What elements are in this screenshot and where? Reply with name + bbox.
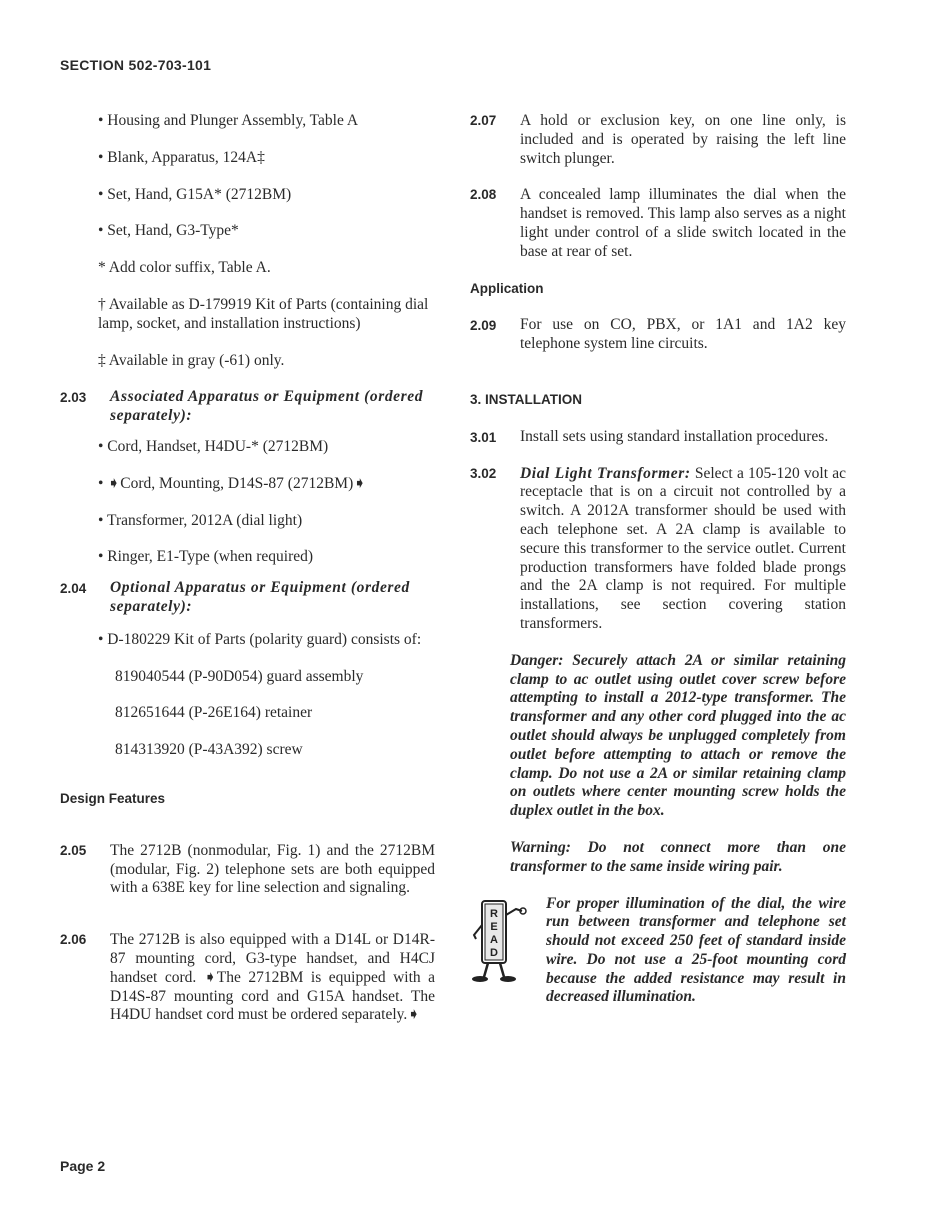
section-2-03 [60,388,435,426]
read-note: For proper illumination of the dial, the wire run between transformer and telephone set should not exceed 250 feet of standard inside wire. Do not use a 25-foot mounting cord because the added resistance may result in decreased illumination. [546,894,846,1006]
section-number: 2.03 [60,390,87,406]
section-number: 2.08 [470,187,497,203]
list-item: • Housing and Plunger Assembly, Table A [98,112,359,129]
list-item: • Blank, Apparatus, 124A‡ [98,148,265,166]
section-header: SECTION 502-703-101 [60,57,212,73]
section-number: 2.09 [470,318,497,334]
design-features-heading: Design Features [60,790,166,806]
section-text: A hold or exclusion key, on one line only, is included and is operated by raising the left line switch plunger. [520,112,846,167]
section-title: Dial Light Transformer: [520,464,691,482]
section-number: 2.06 [60,932,87,948]
page-footer: Page 2 [60,1158,106,1174]
section-text: A concealed lamp illuminates the dial when the handset is removed. This lamp also serves as a night light under control of a slide switch located in the base at rear of set. [520,186,846,260]
list-item: • Ringer, E1-Type (when required) [98,548,314,566]
read-letter: E [490,920,498,933]
section-2-05 [60,842,435,898]
section-title: Optional Apparatus or Equipment (ordered separately): [110,579,410,615]
dagger-note: † Available as D-179919 Kit of Parts (containing dial lamp, socket, and installation instructions) [98,295,429,332]
section-text: Select a 105-120 volt ac receptacle that is on a circuit not controlled by a switch. A 2012A transformer should be used with each telephone set. A 2A clamp is available to secure this transformer to the service outlet. Current production transformers have folded blade prongs and the 2A clamp is not required. For multiple installations, see section covering station transformers. [520,464,846,632]
application-heading: Application [470,280,544,296]
section-number: 2.04 [60,581,87,597]
section-2-07 [470,112,846,168]
section-text: Install sets using standard installation procedures. [520,427,829,445]
read-letter: A [490,933,498,946]
section-3-01 [470,428,846,447]
section-2-09 [470,316,846,354]
section-number: 3.02 [470,465,497,481]
section-number: 3.01 [470,429,497,445]
list-item: • Cord, Handset, H4DU-* (2712BM) [98,437,329,455]
left-column [60,110,435,1025]
danger-notice: Danger: Securely attach 2A or similar retaining clamp to ac outlet using outlet cover screw before attempting to install a 2012-type transformer. The transformer and any other cord plugged into the ac outlet should always be unplugged completely from outlet before attempting to attach or remove the clamp. Do not use a 2A or similar retaining clamp on outlets where center mounting screw holds the duplex outlet in the box. [510,651,846,820]
read-letter: R [490,907,498,920]
list-item: • Transformer, 2012A (dial light) [98,511,303,529]
section-2-06 [60,931,435,1025]
list-item: • ➧Cord, Mounting, D14S-87 (2712BM)➧ [98,474,367,492]
section-2-08 [470,186,846,261]
kit-part: 814313920 (P-43A392) screw [115,741,303,759]
section-2-04 [60,579,435,617]
section-title: Associated Apparatus or Equipment (ordered separately): [110,388,424,425]
kit-part: 819040544 (P-90D054) guard assembly [115,667,364,685]
section-3-02 [470,465,846,634]
section-text: For use on CO, PBX, or 1A1 and 1A2 key telephone system line circuits. [520,316,846,353]
section-number: 2.07 [470,113,497,128]
double-dagger-note: ‡ Available in gray (-61) only. [98,351,285,369]
section-text: The 2712B is also equipped with a D14L or D14R-87 mounting cord, G3-type handset, and H4CJ handset cord. ➧The 2712BM is equipped with a D14S-87 mounting cord and G15A handset. The H4DU handset cord must be ordered separately.➧ [110,931,435,1024]
installation-heading: 3. INSTALLATION [470,391,582,407]
read-note-row [470,895,846,1008]
right-column [470,110,846,1007]
section-number: 2.05 [60,842,87,858]
section-text: The 2712B (nonmodular, Fig. 1) and the 2712BM (modular, Fig. 2) telephone sets are both equipped with a 638E key for line selection and signaling. [110,841,435,897]
list-item: • Set, Hand, G3-Type* [98,222,239,240]
kit-part: 812651644 (P-26E164) retainer [115,704,313,722]
read-letter: D [490,946,498,959]
read-mascot-icon [470,895,530,985]
warning-notice: Warning: Do not connect more than one transformer to the same inside wiring pair. [510,838,846,875]
list-item: • Set, Hand, G15A* (2712BM) [98,185,292,203]
color-note: * Add color suffix, Table A. [98,259,271,277]
list-item: • D-180229 Kit of Parts (polarity guard) consists of: [98,630,422,648]
